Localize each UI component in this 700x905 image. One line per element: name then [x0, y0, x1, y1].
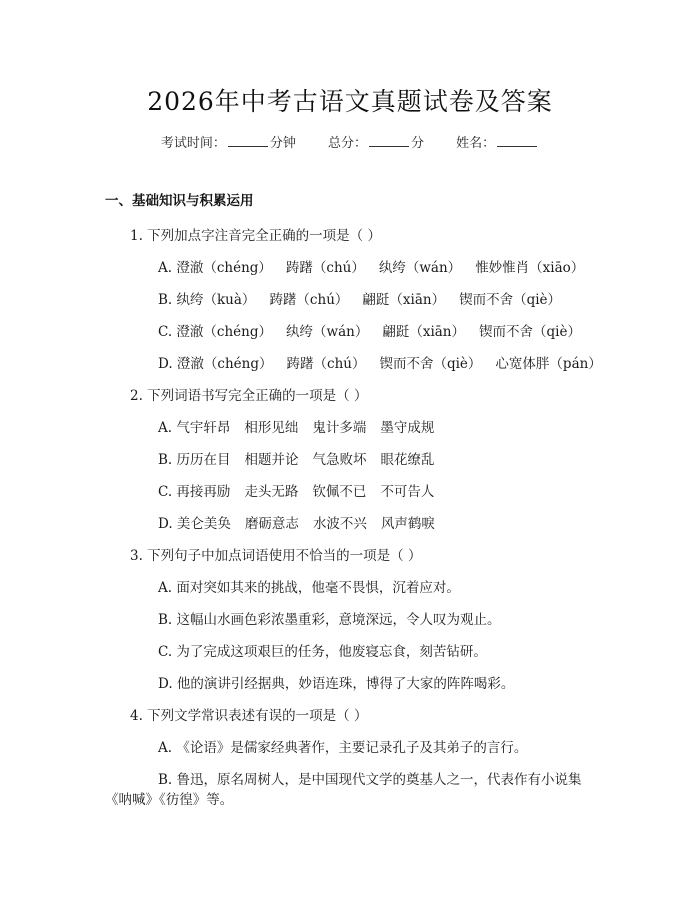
option-part: 鬼计多端	[312, 420, 367, 436]
option-part: 相形见绌	[244, 420, 299, 436]
option-row: A. 面对突如其来的挑战，他毫不畏惧，沉着应对。	[158, 580, 460, 596]
option-part: 心宽体胖（pán）	[495, 356, 602, 372]
time-blank	[228, 134, 268, 147]
option-part: 钦佩不已	[312, 484, 367, 500]
option-row	[158, 416, 434, 436]
option-part: 纨绔（wán）	[378, 260, 462, 276]
score-unit: 分	[411, 136, 425, 151]
option-part: B. 历历在目	[158, 452, 231, 468]
time-unit: 分钟	[269, 136, 296, 151]
option-part: D. 澄澈（chéng）	[158, 356, 273, 372]
option-row	[158, 320, 581, 340]
option-part: 风声鹤唳	[380, 516, 435, 532]
time-label: 考试时间：	[160, 136, 226, 151]
name-label: 姓名：	[456, 136, 496, 151]
option-part: A. 澄澈（chéng）	[158, 260, 272, 276]
option-part: 翩跹（xiān）	[382, 324, 466, 340]
option-row	[158, 512, 435, 532]
option-part: 踌躇（chú）	[285, 260, 365, 276]
option-row: D. 他的演讲引经据典，妙语连珠，博得了大家的阵阵喝彩。	[158, 676, 515, 692]
option-part: 走头无路	[244, 484, 299, 500]
option-row: A. 《论语》是儒家经典著作，主要记录孔子及其弟子的言行。	[158, 740, 528, 756]
question-stem: 4. 下列文学常识表述有误的一项是（ ）	[130, 708, 368, 724]
option-part: 纨绔（wán）	[286, 324, 369, 340]
question-stem: 3. 下列句子中加点词语使用不恰当的一项是（ ）	[130, 548, 422, 564]
question-stem: 1. 下列加点字注音完全正确的一项是（ ）	[130, 228, 381, 244]
option-row-continued: 《呐喊》《彷徨》等。	[105, 792, 234, 808]
exam-title: 2026年中考古语文真题试卷及答案	[147, 87, 553, 116]
question-stem: 2. 下列词语书写完全正确的一项是（ ）	[130, 388, 368, 404]
option-part: 踌躇（chú）	[269, 292, 349, 308]
option-part: 锲而不舍（qiè）	[379, 356, 482, 372]
option-row: C. 为了完成这项艰巨的任务，他废寝忘食，刻苦钻研。	[158, 644, 487, 660]
name-blank	[497, 134, 537, 147]
option-part: 锲而不舍（qiè）	[479, 324, 581, 340]
option-part: 墨守成规	[380, 420, 435, 436]
option-row	[158, 288, 561, 308]
name-field	[456, 132, 539, 151]
option-part: 气急败坏	[312, 452, 367, 468]
option-part: A. 气宇轩昂	[158, 420, 231, 436]
option-part: 眼花缭乱	[380, 452, 435, 468]
option-part: 磨砺意志	[244, 516, 299, 532]
exam-meta	[0, 132, 700, 151]
option-row	[158, 448, 435, 468]
option-part: C. 再接再励	[158, 484, 231, 500]
score-label: 总分：	[327, 136, 367, 151]
option-part: 水波不兴	[312, 516, 367, 532]
option-row: B. 鲁迅，原名周树人，是中国现代文学的奠基人之一，代表作有小说集	[158, 772, 582, 788]
option-row: B. 这幅山水画色彩浓墨重彩，意境深远，令人叹为观止。	[158, 612, 501, 628]
score-blank	[369, 134, 409, 147]
option-part: C. 澄澈（chéng）	[158, 324, 273, 340]
option-part: 锲而不舍（qiè）	[459, 292, 562, 308]
option-part: 翩跹（xiān）	[362, 292, 446, 308]
option-row	[158, 256, 584, 276]
option-part: 踌躇（chú）	[286, 356, 366, 372]
option-part: D. 美仑美奂	[158, 516, 231, 532]
option-part: 不可告人	[380, 484, 435, 500]
option-row	[158, 480, 434, 500]
option-part: 相题并论	[244, 452, 299, 468]
time-field	[161, 132, 296, 151]
section-heading: 一、基础知识与积累运用	[105, 193, 254, 209]
option-part: B. 纨绔（kuà）	[158, 292, 256, 308]
score-field	[328, 132, 424, 151]
option-part: 惟妙惟肖（xiāo）	[475, 260, 585, 276]
option-row	[158, 352, 602, 372]
